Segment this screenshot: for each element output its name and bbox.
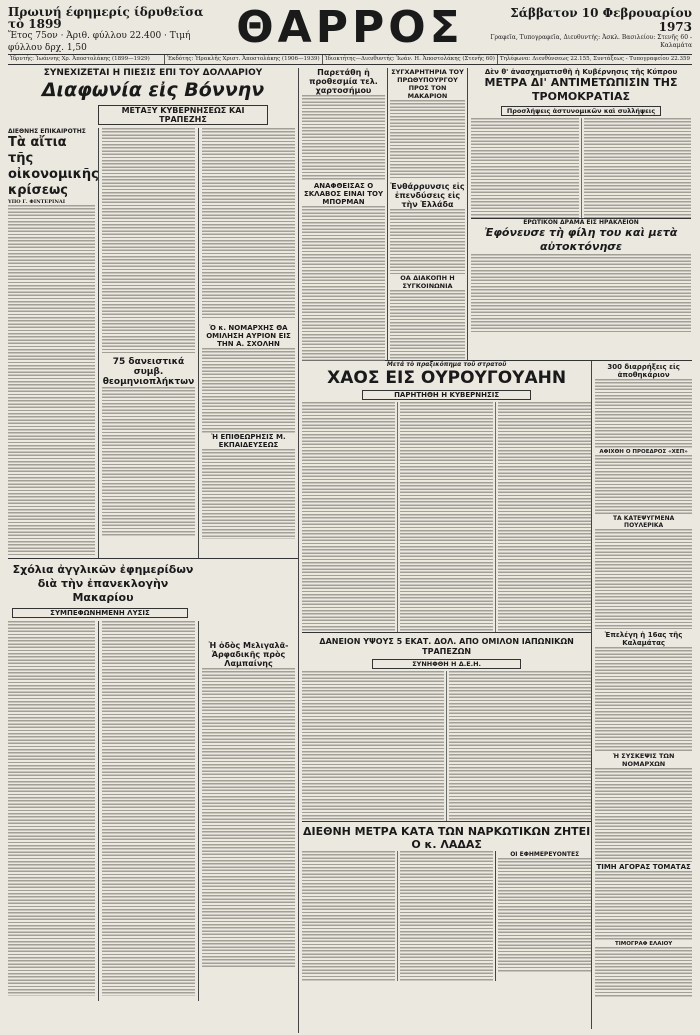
a24-body bbox=[595, 871, 692, 941]
a5-body-b bbox=[581, 118, 692, 218]
a19-columns bbox=[302, 671, 591, 821]
a19-subhead: ΣΥΝΗΦΘΗ Η Δ.Ε.Η. bbox=[372, 659, 521, 669]
column-1 bbox=[8, 128, 98, 558]
a17-title: Σχόλια ἀγγλικῶν ἐφημερίδων διὰ τὴν ἐπανεκλογὴν Μακαρίου bbox=[12, 563, 194, 604]
a17-subhead: ΣΥΜΠΕΦΩΝΗΜΕΝΗ ΛΥΣΙΣ bbox=[12, 608, 188, 618]
founding-line: Πρωινή έφημερίς ίδρυθεῖσα τὸ 1899 bbox=[8, 5, 204, 31]
a16-body bbox=[202, 449, 295, 539]
column-2 bbox=[98, 128, 198, 558]
masthead-title: ΘΑΡΡΟΣ bbox=[236, 2, 464, 53]
a14-body bbox=[595, 455, 692, 515]
a5-subhead: Προσλήψεις ἀστυνομικῶν καὶ συλλήψεις bbox=[501, 106, 661, 116]
a23-title: ΟΙ ΕΦΗΜΕΡΕΥΟΝΤΕΣ bbox=[510, 851, 580, 858]
right-column bbox=[591, 361, 692, 1029]
a13-body bbox=[595, 379, 692, 449]
a17-body bbox=[8, 621, 95, 996]
a10-body-a bbox=[302, 402, 397, 632]
header-left bbox=[8, 6, 218, 54]
header bbox=[8, 2, 692, 53]
uruguay-block bbox=[302, 361, 591, 1029]
a24-title: ΤΙΜΗ ΑΓΟΡΑΣ ΤΟΜΑΤΑΣ bbox=[596, 863, 691, 871]
a13-title: 300 διαρρήξεις εἰς ἀποθηκάριον bbox=[607, 363, 680, 379]
a4-title: ΣΥΓΧΑΡΗΤΗΡΙΑ ΤΟΥ ΠΡΩΘΥΠΟΥΡΓΟΥ ΠΡΟΣ ΤΟΝ ΜΑΚΑΡΙΟΝ bbox=[391, 68, 464, 100]
a1-subhead: ΜΕΤΑΞΥ ΚΥΒΕΡΝΗΣΕΩΣ ΚΑΙ ΤΡΑΠΕΖΗΣ bbox=[98, 105, 268, 125]
a10-columns bbox=[302, 402, 591, 632]
a9-kicker: ΕΡΩΤΙΚΟΝ ΔΡΑΜΑ ΕΙΣ ΗΡΑΚΛΕΙΟΝ bbox=[523, 219, 639, 226]
a10-subhead: ΠΑΡΗΤΗΘΗ Η ΚΥΒΕΡΝΗΣΙΣ bbox=[362, 390, 531, 400]
a15-title: ΤΑ ΚΑΤΕΨΥΓΜΕΝΑ ΠΟΥΛΕΡΙΚΑ bbox=[612, 515, 675, 529]
a2-title: Τὰ αἴτια τῆς οἰκονομικῆς κρίσεως bbox=[8, 135, 99, 198]
a18-body bbox=[202, 668, 295, 968]
a1-body-part2 bbox=[202, 128, 295, 318]
a12-title: Ὁ κ. ΝΟΜΑΡΧΗΣ ΘΑ ΟΜΙΛΗΣΗ ΑΥΡΙΟΝ ΕΙΣ ΤΗΝ Α. ΣΧΟΛΗΝ bbox=[206, 324, 291, 348]
centre-lower bbox=[302, 361, 692, 1029]
staff-phones: Τηλέφωνα: Διευθύνσεως 22.155, Συντάξεως - Τυπογραφείου 22.359 bbox=[499, 56, 690, 62]
a17-col-b bbox=[98, 621, 198, 1001]
a5-title: ΜΕΤΡΑ ΔΙ' ΑΝΤΙΜΕΤΩΠΙΣΙΝ ΤΗΣ ΤΡΟΜΟΚΡΑΤΙΑΣ bbox=[484, 76, 678, 103]
a10-kicker: Μετά τὸ πραξικόπημα τοῦ στρατοῦ bbox=[386, 361, 507, 368]
a23-col bbox=[495, 851, 591, 981]
a1-kicker: ΣΥΝΕΧΙΖΕΤΑΙ Η ΠΙΕΣΙΣ ΕΠΙ ΤΟΥ ΔΟΛΛΑΡΙΟΥ bbox=[43, 68, 263, 78]
a14-title: ΑΦΙΧΘΗ Ο ΠΡΟΕΔΡΟΣ «ΧΕΠ» bbox=[599, 449, 688, 455]
header-right bbox=[482, 6, 692, 50]
a2-byline: ΥΠΟ Γ. ΦΙΝΤΕΡΙΝΑΙ bbox=[8, 199, 66, 205]
a3-col bbox=[302, 68, 387, 360]
a7-title: ΑΝΑΦΘΕΙΣΑΣ Ο ΣΚΛΑΒΟΣ ΕΙΝΑΙ ΤΟΥ ΜΠΟΡΜΑΝ bbox=[303, 182, 384, 206]
column-3 bbox=[198, 128, 298, 558]
a8-body bbox=[390, 290, 465, 360]
a19-body-a bbox=[302, 671, 446, 821]
a21-body-b bbox=[397, 851, 495, 981]
a10-title: ΧΑΟΣ ΕΙΣ ΟΥΡΟΥΓΟΥΑΗΝ bbox=[327, 368, 567, 388]
a25-body bbox=[595, 947, 692, 997]
issue-line: Ἔτος 75ον · Ἀριθ. φύλλου 22.400 · Τιμή φύλλου δρχ. 1,50 bbox=[8, 31, 191, 53]
a19-body-b bbox=[446, 671, 591, 821]
a21-columns bbox=[302, 851, 591, 981]
a7-body bbox=[302, 206, 385, 361]
a18-col bbox=[198, 621, 298, 1001]
a2-body bbox=[8, 205, 95, 555]
a22-body bbox=[595, 647, 692, 752]
centre-right-block bbox=[298, 68, 692, 1033]
staff-director: Ἰδιοκτήτης—Διευθυντής: Ἰωάν. Η. Ἀποστολάκης (Στενῆς 60) bbox=[323, 55, 498, 64]
address-line: Γραφεῖα, Τυπογραφεῖα, Διευθυντής: Ἀσκλ. Βασιλείου: Στενῆς 60 - Καλαμάτα bbox=[490, 34, 692, 49]
cyprus-block bbox=[467, 68, 691, 360]
left-block bbox=[8, 68, 298, 1033]
a6-title: Ἐνθάρρυνσις εἰς ἐπενδύσεις εἰς τὴν Ἑλλάδα bbox=[390, 182, 465, 209]
staff-founder: Ἱδρυτής: Ἰωάννης Χρ. Ἀποστολάκης (1899—1929) bbox=[8, 55, 165, 64]
a18-title: Ἡ ὁδὸς Μελιγαλᾶ-Ἀρφαδικῆς πρὸς Λαμπαίνης bbox=[208, 641, 289, 668]
a10-body-c bbox=[495, 402, 591, 632]
a11-title: 75 δανειστικά συμβ. θεομηνιοπλήκτων bbox=[102, 357, 195, 387]
a21-body-a bbox=[302, 851, 397, 981]
a2-kicker: ΔΙΕΘΝΗΣ ΕΠΙΚΑΙΡΟΤΗΣ bbox=[8, 128, 86, 135]
a23-body bbox=[498, 858, 591, 973]
a6-body bbox=[390, 209, 465, 274]
a12-body bbox=[202, 348, 295, 433]
a9-title: Ἐφόνευσε τὴ φίλη του καὶ μετὰ αὐτοκτόνησε bbox=[484, 226, 678, 253]
a5-kicker: Δὲν θ' ἀνασχηματισθῆ ἡ Κυβέρνησις τῆς Κύπρου bbox=[484, 68, 678, 76]
a22-title: Ἐπελέγη ἡ 16ας τῆς Καλαμάτας bbox=[604, 631, 683, 647]
a4-col bbox=[387, 68, 467, 360]
a1-body-part1 bbox=[102, 128, 195, 353]
a11-body bbox=[102, 387, 195, 537]
left-lower-columns bbox=[8, 621, 298, 1001]
a3-title: Παρετάθη ἡ προθεσμία τελ. χαρτοσήμου bbox=[309, 68, 378, 95]
a20-title: Ἡ ΣΥΣΚΕΨΙΣ ΤΩΝ ΝΟΜΑΡΧΩΝ bbox=[612, 752, 675, 768]
a20-body bbox=[595, 768, 692, 863]
a25-title: ΤΙΜΟΓΡΑΦ ΕΛΑΙΟΥ bbox=[614, 941, 673, 947]
a8-title: ΟΑ ΔΙΑΚΟΠΗ Η ΣΥΓΚΟΙΝΩΝΙΑ bbox=[400, 274, 455, 290]
issue-date: Σάββατον 10 Φεβρουαρίου 1973 bbox=[510, 6, 692, 34]
page-body bbox=[8, 68, 692, 1033]
a1-title: Διαφωνία εἰς Βόννην bbox=[41, 79, 265, 101]
a9-body bbox=[471, 254, 691, 334]
a4-body bbox=[390, 100, 465, 180]
a21-title: ΔΙΕΘΝΗ ΜΕΤΡΑ ΚΑΤΑ ΤΩΝ ΝΑΡΚΩΤΙΚΩΝ ΖΗΤΕΙ Ο κ. ΛΑΔΑΣ bbox=[302, 825, 591, 851]
a19-title: ΔΑΝΕΙΟΝ ΥΨΟΥΣ 5 ΕΚΑΤ. ΔΟΛ. ΑΠΟ ΟΜΙΛΟΝ ΙΑΠΩΝΙΚΩΝ ΤΡΑΠΕΖΩΝ bbox=[319, 637, 574, 656]
a3-body bbox=[302, 95, 385, 180]
a17-col-a bbox=[8, 621, 98, 1001]
a16-title: Ἡ ΕΠΙΘΕΩΡΗΣΙΣ Μ. ΕΚΠΑΙΔΕΥΣΕΩΣ bbox=[211, 433, 286, 449]
staff-line bbox=[8, 54, 692, 65]
staff-publisher: Ἐκδότης: Ἡρακλῆς Χριστ. Ἀποστολάκης (1906—1939) bbox=[165, 55, 322, 64]
left-upper-columns bbox=[8, 128, 298, 558]
a5-body-a bbox=[471, 118, 581, 218]
a5-columns bbox=[471, 118, 691, 218]
a17-body-part2 bbox=[102, 621, 195, 996]
a15-body bbox=[595, 529, 692, 629]
a10-body-b bbox=[397, 402, 495, 632]
centre-top bbox=[302, 68, 692, 360]
